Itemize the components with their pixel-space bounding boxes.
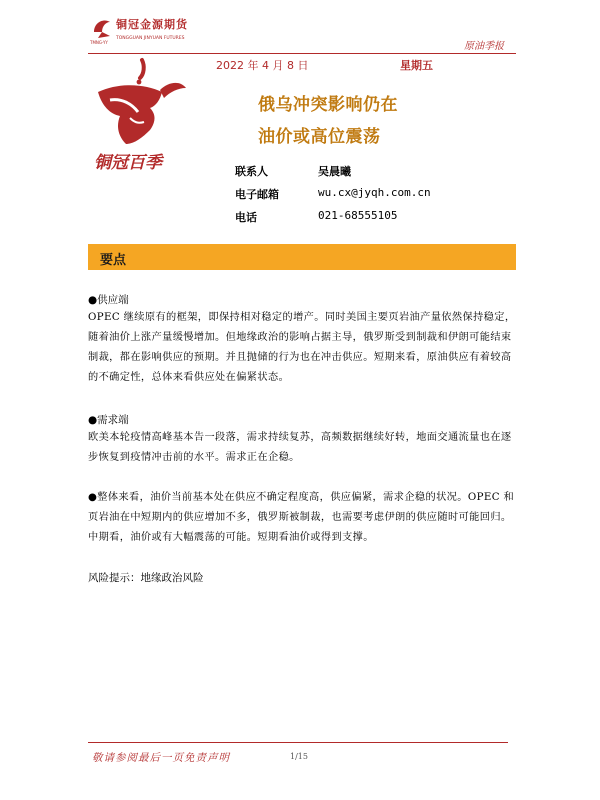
email-label: 电子邮箱 (235, 188, 279, 201)
report-date: 2022 年 4 月 8 日 (216, 59, 309, 72)
company-logo (90, 14, 200, 48)
contact-label: 联系人 (235, 165, 268, 178)
report-type-label: 原油季报 (464, 41, 504, 52)
demand-paragraph: 欧美本轮疫情高峰基本告一段落，需求持续复苏，高频数据继续好转，地面交通流量也在逐步恢复到疫情冲击前的水平。需求正在企稳。 (88, 432, 512, 463)
logo-mark-icon (90, 14, 114, 42)
report-title-line1: 俄乌冲突影响仍在 (258, 95, 398, 115)
report-title-line2: 油价或高位震荡 (258, 127, 381, 147)
keypoints-section-bar (88, 244, 516, 270)
email-value[interactable]: wu.cx@jyqh.com.cn (318, 186, 431, 199)
overall-paragraph: ●整体来看，油价当前基本处在供应不确定程度高，供应偏紧，需求企稳的状况。OPEC 和页岩油在中短期内的供应增加不多，俄罗斯被制裁，也需要考虑伊朗的供应随时可能回归。中期看，油价或有大幅震荡的可能。短期看油价或得到支撑。 (88, 492, 515, 543)
phone-label: 电话 (235, 211, 257, 224)
report-weekday: 星期五 (400, 59, 433, 72)
supply-heading: ●供应端 (88, 294, 129, 306)
footer-disclaimer[interactable]: 敬请参阅最后一页免责声明 (92, 752, 230, 764)
logo-abbreviation: TMNG-YY (90, 40, 108, 45)
emblem-caption: 铜冠百季 (94, 153, 162, 173)
footer-divider (88, 742, 508, 743)
risk-warning: 风险提示：地缘政治风险 (88, 572, 204, 584)
bull-head-icon (90, 52, 195, 176)
company-name-cn: 铜冠金源期货 (116, 18, 188, 31)
page-number: 1/15 (290, 752, 308, 761)
phone-value: 021-68555105 (318, 209, 398, 222)
keypoints-title: 要点 (100, 253, 127, 268)
brand-emblem (90, 52, 195, 176)
company-name-en: TONGGUAN JINYUAN FUTURES (116, 36, 185, 41)
supply-paragraph: OPEC 继续原有的框架，即保持相对稳定的增产。同时美国主要页岩油产量依然保持稳定，随着油价上涨产量缓慢增加。但地缘政治的影响占据主导，俄罗斯受到制裁和伊朗可能结束制裁，都在影响供应的预期。并且抛储的行为也在冲击供应。短期来看，原油供应有着较高的不确定性，总体来看供应处在偏紧状态。 (88, 312, 516, 383)
demand-heading: ●需求端 (88, 414, 129, 426)
contact-name: 吴晨曦 (318, 165, 351, 178)
